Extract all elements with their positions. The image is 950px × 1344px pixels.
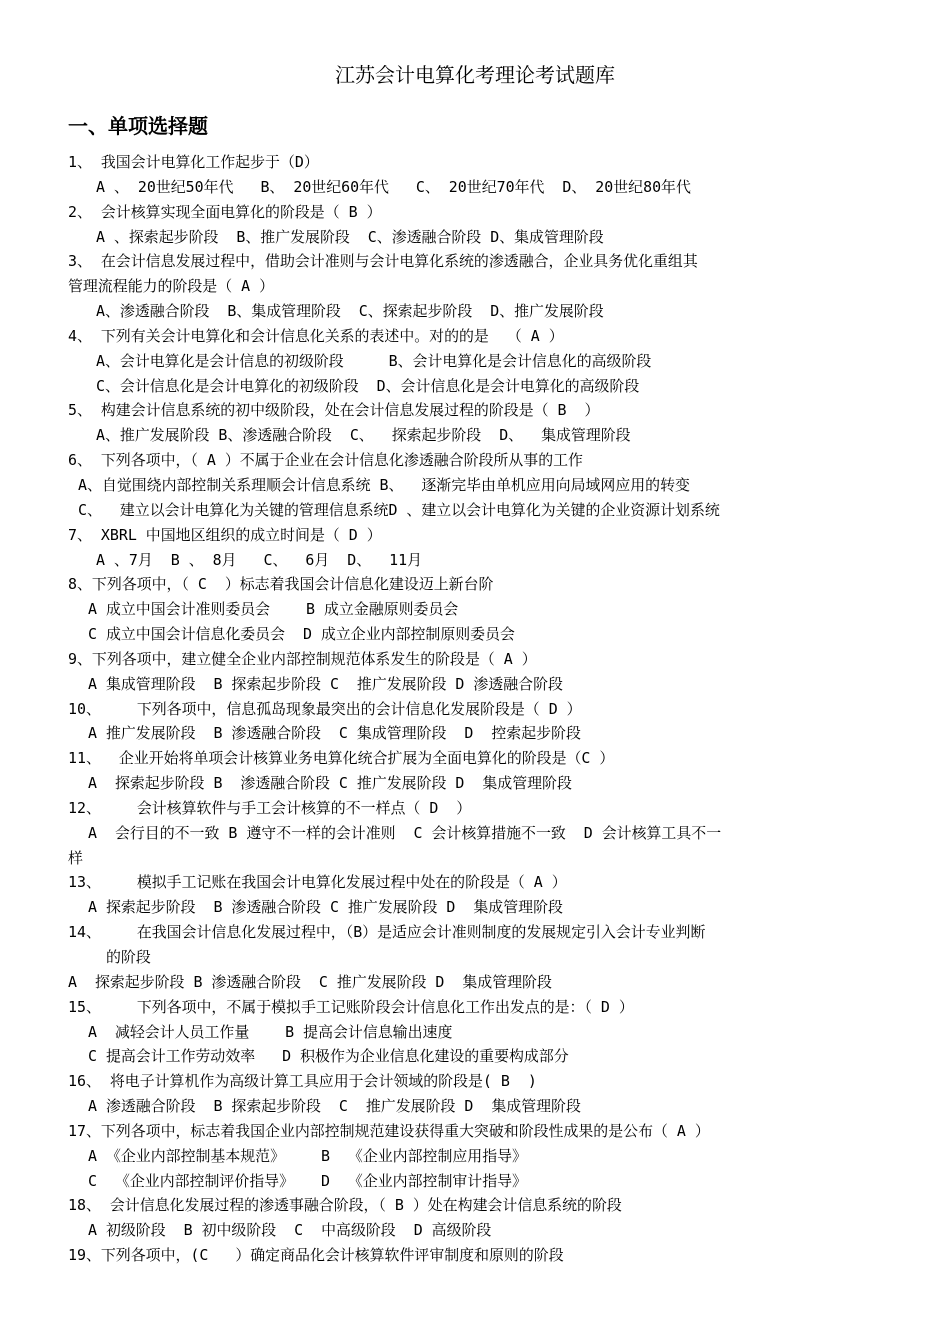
- text-line: A 《企业内部控制基本规范》 B 《企业内部控制应用指导》: [88, 1146, 527, 1165]
- text-line: 19、下列各项中，(C ）确定商品化会计核算软件评审制度和原则的阶段: [68, 1246, 564, 1265]
- text-line: 6、 下列各项中，（ A ）不属于企业在会计信息化渗透融合阶段所从事的工作: [68, 451, 583, 470]
- text-line: A 、7月 B 、 8月 C、 6月 D、 11月: [96, 550, 423, 569]
- text-line: 8、下列各项中，（ C ）标志着我国会计信息化建设迈上新台阶: [68, 575, 494, 594]
- text-line: C 成立中国会计信息化委员会 D 成立企业内部控制原则委员会: [88, 625, 515, 644]
- text-line: 样: [68, 848, 83, 867]
- page-title: 江苏会计电算化考理论考试题库: [335, 63, 615, 87]
- text-line: 18、 会计信息化发展过程的渗透事融合阶段，（ B ）处在构建会计信息系统的阶段: [68, 1196, 622, 1215]
- question-list: [0, 150, 950, 1268]
- text-line: 7、 XBRL 中国地区组织的成立时间是（ D ）: [68, 525, 382, 544]
- text-line: 13、 模拟手工记账在我国会计电算化发展过程中处在的阶段是（ A ）: [68, 873, 567, 892]
- text-line: 1、 我国会计电算化工作起步于（D）: [68, 153, 319, 171]
- text-line: A、渗透融合阶段 B、集成管理阶段 C、探索起步阶段 D、推广发展阶段: [96, 302, 604, 321]
- text-line: 5、 构建会计信息系统的初中级阶段，处在会计信息发展过程的阶段是（ B ）: [68, 401, 600, 420]
- text-line: C、 建立以会计电算化为关键的管理信息系统D 、建立以会计电算化为关键的企业资源计划系统: [78, 500, 720, 519]
- text-line: 3、 在会计信息发展过程中，借助会计准则与会计电算化系统的渗透融合，企业具务优化重组其: [68, 252, 698, 271]
- text-line: 9、下列各项中，建立健全企业内部控制规范体系发生的阶段是（ A ）: [68, 649, 537, 668]
- text-line: A 探索起步阶段 B 渗透融合阶段 C 推广发展阶段 D 集成管理阶段: [88, 898, 563, 917]
- text-line: 2、 会计核算实现全面电算化的阶段是（ B ）: [68, 202, 382, 221]
- text-line: A、推广发展阶段 B、渗透融合阶段 C、 探索起步阶段 D、 集成管理阶段: [96, 426, 631, 445]
- text-line: 17、下列各项中，标志着我国企业内部控制规范建设获得重大突破和阶段性成果的是公布（ A ）: [68, 1121, 710, 1140]
- text-line: A 初级阶段 B 初中级阶段 C 中高级阶段 D 高级阶段: [88, 1221, 492, 1240]
- text-line: 14、 在我国会计信息化发展过程中，（B）是适应会计准则制度的发展规定引入会计专业判断: [68, 923, 706, 942]
- text-line: A 集成管理阶段 B 探索起步阶段 C 推广发展阶段 D 渗透融合阶段: [88, 674, 563, 693]
- text-line: A 探索起步阶段 B 渗透融合阶段 C 推广发展阶段 D 集成管理阶段: [88, 774, 572, 793]
- text-line: A 成立中国会计准则委员会 B 成立金融原则委员会: [88, 600, 459, 619]
- section-heading: 一、单项选择题: [68, 114, 208, 138]
- text-line: C、会计信息化是会计电算化的初级阶段 D、会计信息化是会计电算化的高级阶段: [96, 376, 640, 395]
- text-line: A 推广发展阶段 B 渗透融合阶段 C 集成管理阶段 D 控索起步阶段: [88, 724, 581, 743]
- text-line: 管理流程能力的阶段是（ A ）: [68, 277, 275, 296]
- text-line: 15、 下列各项中，不属于模拟手工记账阶段会计信息化工作出发点的是：（ D ）: [68, 997, 634, 1016]
- text-line: A、自觉围绕内部控制关系理顺会计信息系统 B、 逐渐完毕由单机应用向局域网应用的转变: [78, 475, 690, 494]
- text-line: 10、 下列各项中，信息孤岛现象最突出的会计信息化发展阶段是（ D ）: [68, 699, 582, 718]
- text-line: A 探索起步阶段 B 渗透融合阶段 C 推广发展阶段 D 集成管理阶段: [68, 972, 552, 991]
- text-line: A 会行目的不一致 B 遵守不一样的会计准则 C 会计核算措施不一致 D 会计核算工具不一: [88, 823, 722, 842]
- text-line: 11、 企业开始将单项会计核算业务电算化统合扩展为全面电算化的阶段是（C ）: [68, 749, 615, 768]
- text-line: A 减轻会计人员工作量 B 提高会计信息输出速度: [88, 1022, 453, 1041]
- text-line: 的阶段: [106, 948, 151, 966]
- text-line: 12、 会计核算软件与手工会计核算的不一样点（ D ）: [68, 798, 472, 817]
- text-line: A、会计电算化是会计信息的初级阶段 B、会计电算化是会计信息化的高级阶段: [96, 351, 652, 370]
- text-line: A 渗透融合阶段 B 探索起步阶段 C 推广发展阶段 D 集成管理阶段: [88, 1097, 581, 1116]
- text-line: C 提高会计工作劳动效率 D 积极作为企业信息化建设的重要构成部分: [88, 1047, 569, 1066]
- text-line: 16、 将电子计算机作为高级计算工具应用于会计领域的阶段是( B ): [68, 1072, 537, 1091]
- text-line: C 《企业内部控制评价指导》 D 《企业内部控制审计指导》: [88, 1171, 527, 1190]
- text-line: A 、探索起步阶段 B、推广发展阶段 C、渗透融合阶段 D、集成管理阶段: [96, 227, 604, 246]
- text-line: A 、 20世纪50年代 B、 20世纪60年代 C、 20世纪70年代 D、 20世纪80年代: [96, 177, 691, 196]
- text-line: 4、 下列有关会计电算化和会计信息化关系的表述中。对的的是 （ A ）: [68, 326, 564, 345]
